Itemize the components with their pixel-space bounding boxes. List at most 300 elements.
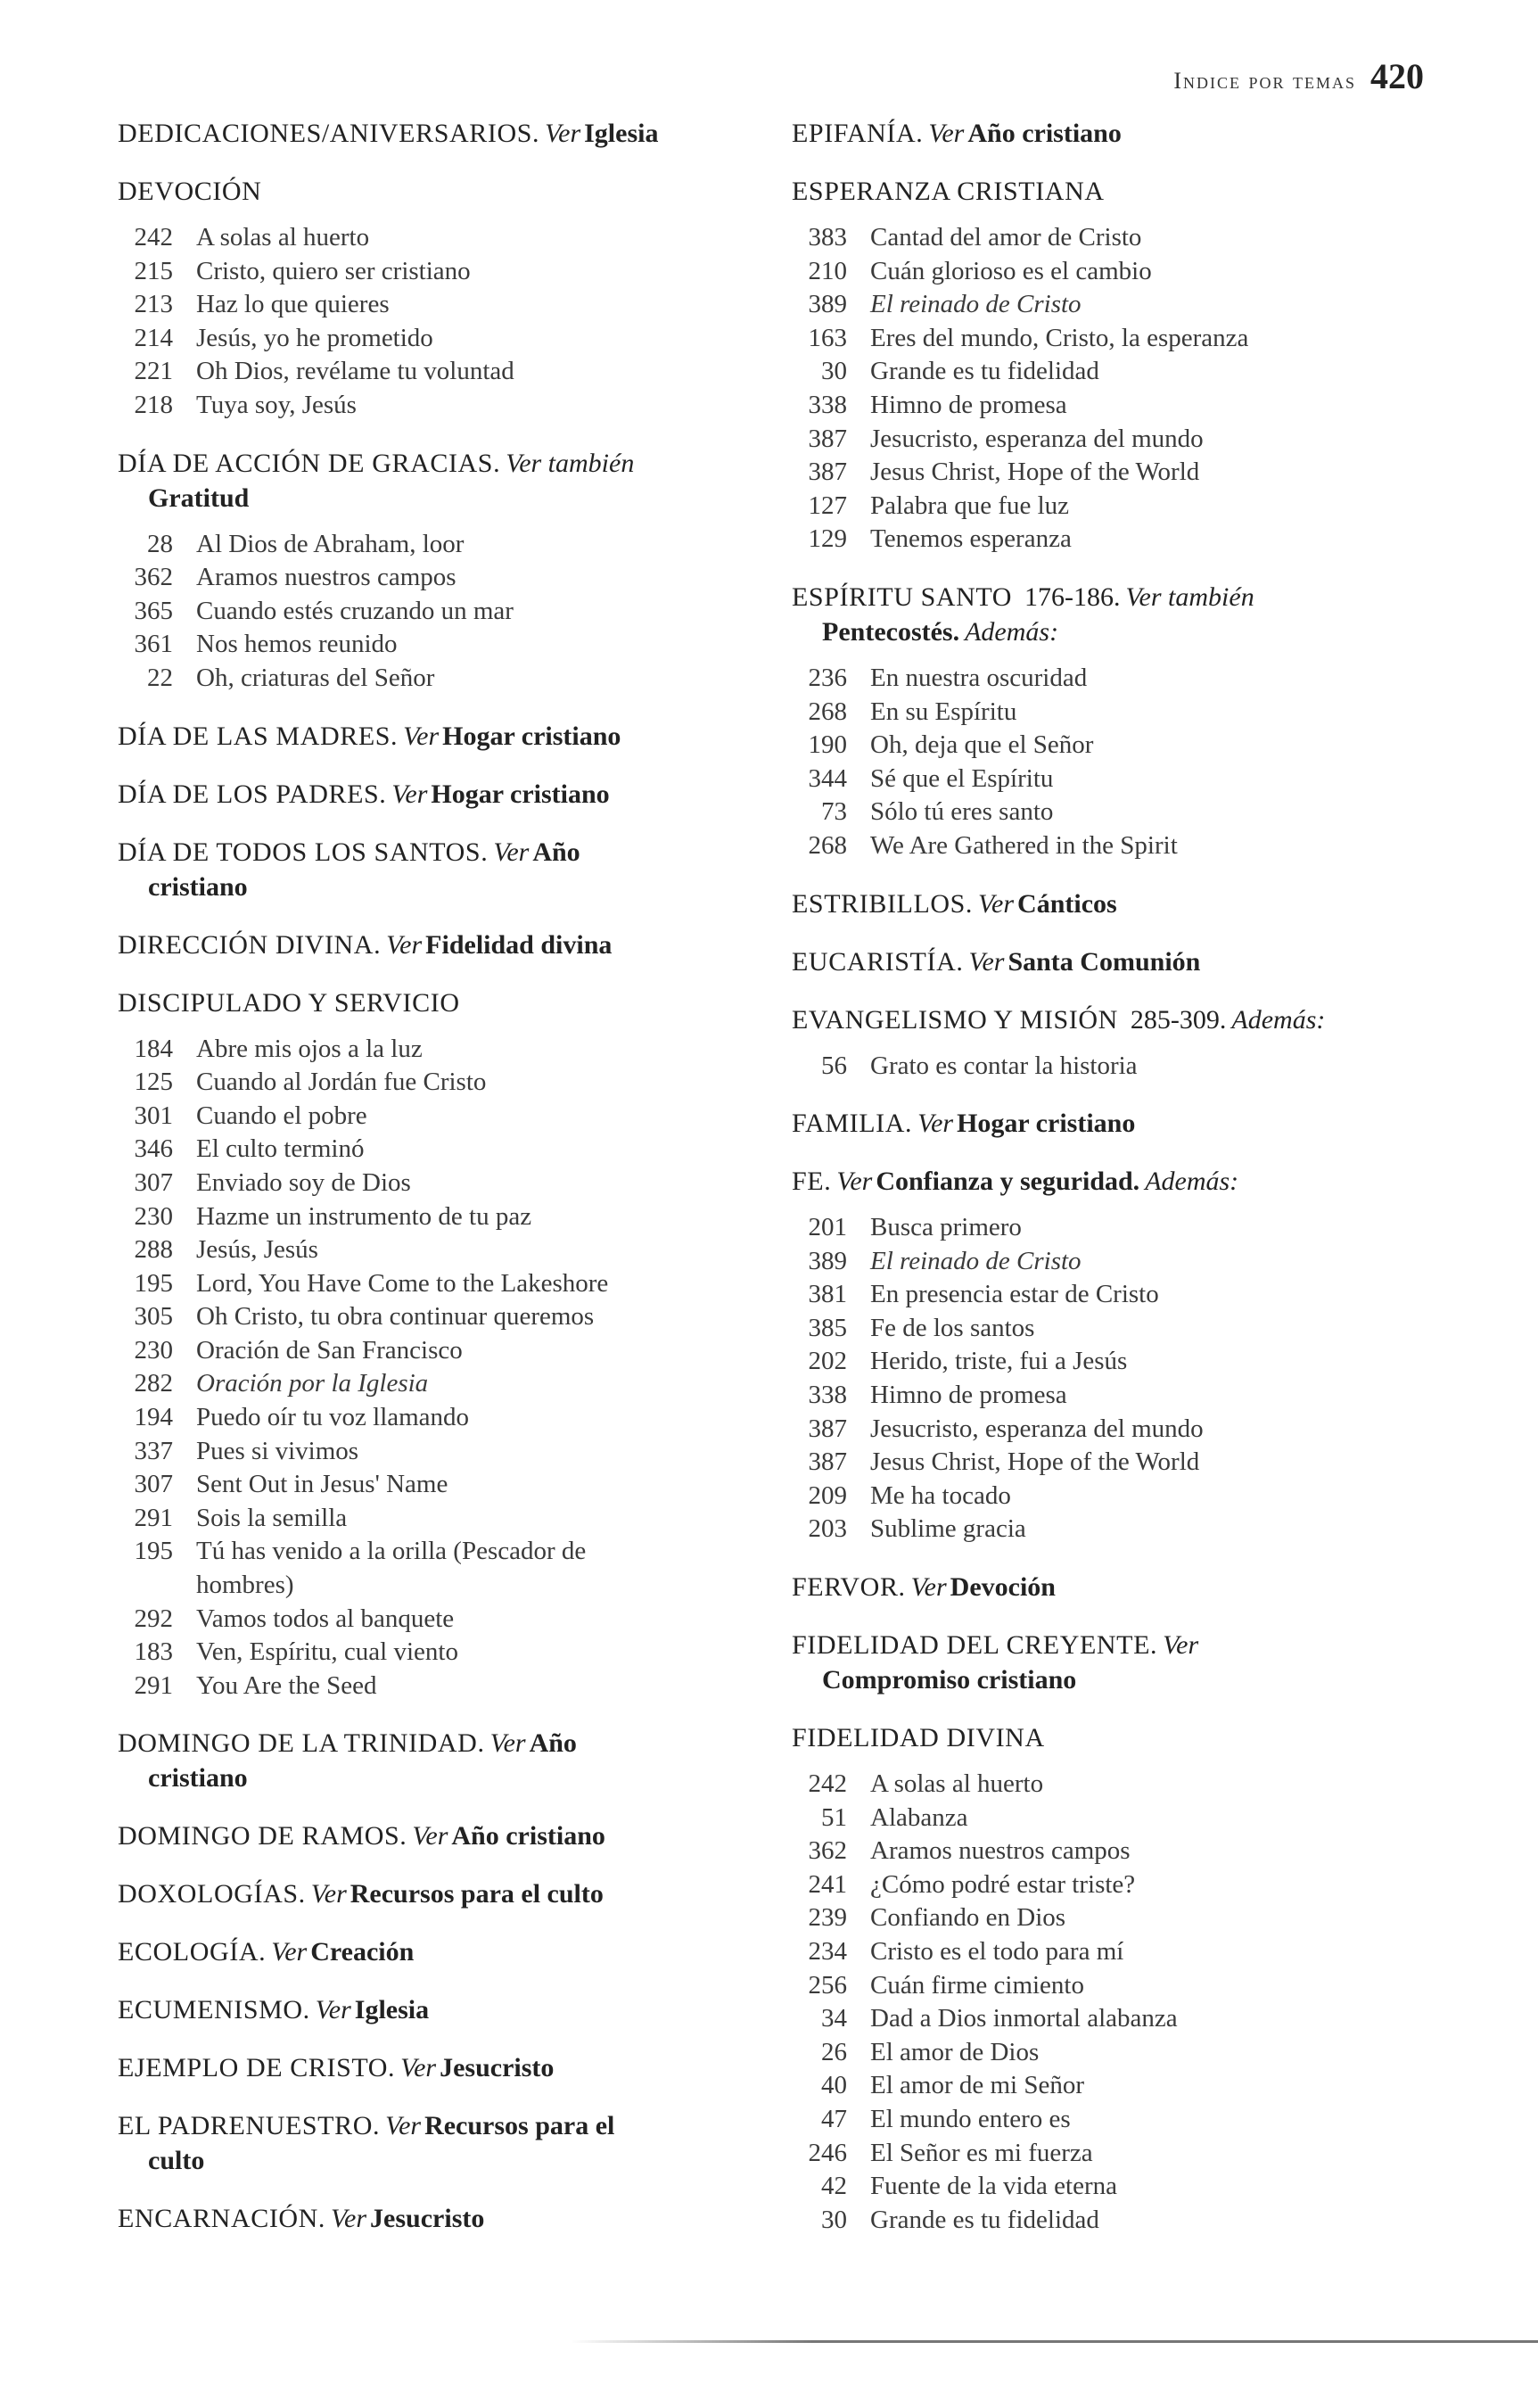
index-entry (792, 1720, 1434, 2237)
topic-title: ECUMENISMO. (118, 1995, 310, 2025)
hymn-list-item (792, 662, 1434, 696)
hymn-number: 125 (134, 1068, 173, 1097)
hymn-title: Himno de promesa (870, 1381, 1067, 1410)
hymn-list-item (118, 1334, 760, 1368)
hymn-list-item (792, 2170, 1434, 2204)
hymn-list-item (792, 1211, 1434, 1245)
hymn-list-item (792, 1446, 1434, 1480)
cross-reference-target: Gratitud (148, 482, 250, 513)
hymn-list-item (792, 1835, 1434, 1868)
hymn-number: 268 (808, 830, 847, 860)
hymn-number: 202 (808, 1347, 847, 1376)
hymn-title: Oh, deja que el Señor (870, 730, 1094, 760)
hymn-list-item (118, 1670, 760, 1703)
topic-title: DIRECCIÓN DIVINA. (118, 929, 382, 960)
hymn-list-item (118, 1100, 760, 1134)
hymn-title: Oración por la Iglesia (196, 1369, 429, 1398)
hymn-title: Oh, criaturas del Señor (196, 663, 435, 692)
hymn-list-item (792, 1969, 1434, 2003)
hymn-list-item (792, 1413, 1434, 1447)
hymn-list-item (118, 628, 760, 662)
also-reference: Además: (965, 616, 1059, 647)
hymn-title: A solas al huerto (870, 1769, 1044, 1799)
hymn-title: Pues si vivimos (196, 1436, 359, 1465)
entry-heading (118, 835, 760, 904)
hymn-list-item (118, 561, 760, 595)
hymn-list-item (792, 2204, 1434, 2238)
hymn-title: Enviado soy de Dios (196, 1167, 411, 1197)
hymn-number: 40 (821, 2071, 847, 2100)
index-entry (118, 1934, 760, 1969)
hymn-title: Cuán glorioso es el cambio (870, 256, 1152, 285)
see-reference: Ver (331, 2204, 367, 2234)
entry-heading (118, 985, 760, 1020)
hymn-number: 362 (808, 1836, 847, 1866)
hymn-list-item (118, 1636, 760, 1670)
hymn-title: En su Espíritu (870, 697, 1017, 726)
cross-reference-target: Recursos para el (424, 2111, 615, 2141)
cross-reference-target: Cánticos (1017, 888, 1117, 919)
entry-heading (792, 1164, 1434, 1199)
hymn-list-item (792, 2002, 1434, 2036)
see-reference: Ver (403, 721, 440, 751)
entry-heading (118, 2050, 760, 2085)
hymn-title: Grato es contar la historia (870, 1051, 1138, 1080)
hymn-number: 30 (821, 2205, 847, 2234)
hymn-number: 365 (134, 596, 173, 625)
hymn-list-item (118, 221, 760, 255)
hymn-number: 268 (808, 697, 847, 726)
hymn-title: Nos hemos reunido (196, 630, 398, 659)
hymn-title: Hazme un instrumento de tu paz (196, 1201, 532, 1231)
hymn-list (792, 1050, 1434, 1084)
topic-title: DISCIPULADO Y SERVICIO (118, 987, 460, 1018)
topic-title: DOMINGO DE LA TRINIDAD. (118, 1728, 485, 1759)
hymn-number: 383 (808, 223, 847, 252)
hymn-list-item (792, 1935, 1434, 1969)
hymn-title: El culto terminó (196, 1134, 365, 1164)
index-entry (792, 1002, 1434, 1084)
cross-reference-target: Recursos para el culto (350, 1879, 604, 1909)
hymn-title: El Señor es mi fuerza (870, 2138, 1093, 2167)
hymn-title: Dad a Dios inmortal alabanza (870, 2004, 1178, 2033)
index-entry (118, 174, 760, 423)
hymn-title: El mundo entero es (870, 2104, 1071, 2133)
hymn-title: Lord, You Have Come to the Lakeshore (196, 1268, 609, 1298)
hymn-number: 362 (134, 563, 173, 592)
entry-heading (792, 1570, 1434, 1604)
hymn-list-item (118, 1200, 760, 1234)
see-reference: Ver (545, 119, 581, 148)
hymn-number: 129 (808, 524, 847, 554)
cross-reference-target: Santa Comunión (1008, 946, 1201, 977)
see-reference: Ver (412, 1821, 448, 1851)
running-head-label: Indice por temas (1173, 68, 1356, 94)
hymn-number: 215 (134, 256, 173, 285)
see-reference: Ver también (506, 448, 635, 478)
hymn-number: 184 (134, 1034, 173, 1063)
index-entry (118, 985, 760, 1703)
hymn-list-item (792, 1379, 1434, 1413)
index-entry (118, 446, 760, 696)
hymn-list-item (118, 255, 760, 289)
hymn-list-item (792, 1312, 1434, 1346)
hymn-number: 190 (808, 730, 847, 760)
hymn-list-item (792, 829, 1434, 863)
hymn-title: Cantad del amor de Cristo (870, 223, 1142, 252)
index-entry (118, 1818, 760, 1853)
hymn-number: 218 (134, 390, 173, 419)
see-reference: Ver (928, 119, 965, 148)
left-index-column (118, 116, 760, 2259)
hymn-list (118, 528, 760, 696)
see-reference: Ver también (1125, 581, 1254, 612)
see-reference: Ver (400, 2053, 437, 2083)
hymn-title: Jesús, Jesús (196, 1235, 318, 1265)
hymn-title: En presencia estar de Cristo (870, 1280, 1159, 1309)
cross-reference-target: Jesucristo (440, 2053, 555, 2083)
topic-title: EVANGELISMO Y MISIÓN (792, 1004, 1118, 1035)
heading-continuation (118, 2143, 760, 2178)
hymn-list-item (118, 1300, 760, 1334)
running-head (1173, 55, 1424, 97)
also-reference: Además: (1231, 1004, 1326, 1035)
hymn-title: Ven, Espíritu, cual viento (196, 1637, 458, 1667)
index-entry (792, 174, 1434, 557)
hymn-list-item (792, 2103, 1434, 2137)
topic-title: EUCARISTÍA. (792, 946, 964, 977)
topic-title: FAMILIA. (792, 1109, 913, 1139)
hymn-title: Oh Cristo, tu obra continuar queremos (196, 1302, 595, 1332)
hymn-list-item (118, 1267, 760, 1301)
see-reference: Ver (1163, 1630, 1199, 1661)
index-entry (792, 580, 1434, 863)
hymn-title: El amor de mi Señor (870, 2071, 1085, 2100)
hymn-list-item (118, 1603, 760, 1637)
hymn-number: 195 (134, 1537, 173, 1566)
index-entry (118, 835, 760, 904)
hymn-number: 344 (808, 763, 847, 793)
hymn-title: Puedo oír tu voz llamando (196, 1403, 470, 1432)
hymn-number: 163 (808, 323, 847, 352)
entry-heading (118, 116, 760, 151)
heading-continuation (792, 1662, 1434, 1697)
hymn-list-item (118, 1569, 760, 1603)
cross-reference-target-continued: culto (148, 2146, 205, 2176)
entry-heading (792, 580, 1434, 649)
hymn-title: Tuya soy, Jesús (196, 390, 357, 419)
hymn-number: 73 (821, 797, 847, 827)
hymn-list-item (792, 1868, 1434, 1902)
hymn-title: Abre mis ojos a la luz (196, 1034, 423, 1063)
hymn-number: 47 (821, 2104, 847, 2133)
topic-title: DEDICACIONES/ANIVERSARIOS. (118, 119, 540, 148)
topic-title: FIDELIDAD DIVINA (792, 1723, 1045, 1753)
hymn-list-item (792, 322, 1434, 356)
hymn-number: 56 (821, 1051, 847, 1080)
topic-title: EPIFANÍA. (792, 119, 924, 148)
hymn-title: Cuando el pobre (196, 1101, 367, 1130)
index-entry (792, 1628, 1434, 1697)
cross-reference-target: Confianza y seguridad. (876, 1167, 1140, 1197)
hymn-number: 28 (147, 529, 173, 558)
hymn-title: Cuando estés cruzando un mar (196, 596, 514, 625)
entry-heading (118, 1934, 760, 1969)
hymn-title: Jesús, yo he prometido (196, 323, 433, 352)
heading-continuation (792, 614, 1434, 649)
hymn-list-item (792, 729, 1434, 763)
hymn-title: ¿Cómo podré estar triste? (870, 1869, 1136, 1899)
entry-heading (792, 1002, 1434, 1037)
hymn-number: 51 (821, 1802, 847, 1832)
hymn-number: 387 (808, 424, 847, 453)
hymn-number: 230 (134, 1201, 173, 1231)
hymn-list-item (792, 288, 1434, 322)
hymn-title: Haz lo que quieres (196, 290, 390, 319)
hymn-number: 30 (821, 357, 847, 386)
see-reference: Ver (910, 1572, 947, 1603)
entry-heading (792, 116, 1434, 151)
hymn-list-item (792, 456, 1434, 490)
hymn-number: 385 (808, 1313, 847, 1342)
hymn-list-item (118, 1133, 760, 1167)
hymn-number: 194 (134, 1403, 173, 1432)
hymn-number: 291 (134, 1503, 173, 1532)
see-reference: Ver (391, 779, 428, 809)
topic-title: ESPÍRITU SANTO (792, 581, 1013, 612)
hymn-list (118, 1033, 760, 1703)
entry-heading (118, 446, 760, 515)
hymn-title: Palabra que fue luz (870, 491, 1070, 520)
hymn-number: 338 (808, 1381, 847, 1410)
hymn-title: El reinado de Cristo (870, 1246, 1082, 1275)
hymn-title: Al Dios de Abraham, loor (196, 529, 465, 558)
index-entry (118, 719, 760, 754)
hymn-list-item (792, 696, 1434, 730)
topic-title: ENCARNACIÓN. (118, 2204, 326, 2234)
hymn-number: 214 (134, 323, 173, 352)
hymn-title: Grande es tu fidelidad (870, 357, 1099, 386)
hymn-number: 209 (808, 1480, 847, 1510)
cross-reference-target: Compromiso cristiano (822, 1665, 1077, 1695)
hymn-list-item (792, 1345, 1434, 1379)
hymn-number: 338 (808, 390, 847, 419)
bottom-rule (571, 2340, 1538, 2343)
hymn-list-item (792, 763, 1434, 796)
hymn-number: 242 (134, 223, 173, 252)
hymn-number: 221 (134, 357, 173, 386)
hymn-title: We Are Gathered in the Spirit (870, 830, 1178, 860)
hymn-title: Sois la semilla (196, 1503, 348, 1532)
entry-heading (792, 944, 1434, 979)
hymn-number: 42 (821, 2172, 847, 2201)
see-reference: Ver (493, 837, 530, 867)
see-reference: Ver (917, 1109, 954, 1139)
hymn-list (792, 221, 1434, 557)
entry-heading (118, 2108, 760, 2178)
index-entry (792, 944, 1434, 979)
hymn-list-item (118, 1233, 760, 1267)
hymn-title: En nuestra oscuridad (870, 663, 1088, 692)
hymn-number: 337 (134, 1436, 173, 1465)
topic-title: DOMINGO DE RAMOS. (118, 1821, 407, 1851)
hymn-list-item (118, 288, 760, 322)
hymn-title: Fe de los santos (870, 1313, 1035, 1342)
heading-continuation (118, 870, 760, 904)
cross-reference-target: Pentecostés. (822, 616, 960, 647)
hymn-number: 389 (808, 290, 847, 319)
topic-title: FIDELIDAD DEL CREYENTE. (792, 1630, 1158, 1661)
index-entry (118, 1876, 760, 1911)
hymn-title: Jesus Christ, Hope of the World (870, 458, 1200, 487)
see-reference: Ver (315, 1995, 351, 2025)
cross-reference-target: Creación (310, 1937, 415, 1967)
hymn-list-item (118, 528, 760, 562)
see-reference: Ver (968, 946, 1005, 977)
topic-title: ESPERANZA CRISTIANA (792, 177, 1105, 206)
entry-heading (118, 719, 760, 754)
see-reference: Ver (978, 888, 1015, 919)
hymn-title: Herido, triste, fui a Jesús (870, 1347, 1128, 1376)
hymn-list-item (118, 1502, 760, 1536)
index-entry (118, 2201, 760, 2236)
hymn-number: 34 (821, 2004, 847, 2033)
see-reference: Ver (489, 1728, 526, 1759)
hymn-list-item (792, 1802, 1434, 1835)
hymn-title: hombres) (196, 1571, 294, 1600)
hymn-title: Busca primero (870, 1213, 1022, 1242)
hymn-number: 346 (134, 1134, 173, 1164)
see-reference: Ver (271, 1937, 308, 1967)
topic-title: DÍA DE LAS MADRES. (118, 721, 399, 751)
see-reference: Ver (310, 1879, 347, 1909)
hymn-title: Cristo es el todo para mí (870, 1937, 1124, 1966)
index-entry (792, 887, 1434, 921)
hymn-list-item (792, 355, 1434, 389)
hymn-list-item (118, 1468, 760, 1502)
hymn-title: Cristo, quiero ser cristiano (196, 256, 471, 285)
hymn-number: 195 (134, 1268, 173, 1298)
hymn-range: 285-309. (1130, 1004, 1227, 1035)
entry-heading (792, 1628, 1434, 1697)
hymn-number: 387 (808, 1414, 847, 1443)
cross-reference-target: Hogar cristiano (442, 721, 621, 751)
hymn-title: Sé que el Espíritu (870, 763, 1054, 793)
hymn-number: 201 (808, 1213, 847, 1242)
topic-title: DÍA DE ACCIÓN DE GRACIAS. (118, 448, 501, 478)
hymn-title: El reinado de Cristo (870, 290, 1082, 319)
hymn-title: Tú has venido a la orilla (Pescador de (196, 1537, 587, 1566)
hymn-title: Jesucristo, esperanza del mundo (870, 1414, 1204, 1443)
cross-reference-target: Año cristiano (451, 1821, 605, 1851)
entry-heading (118, 1992, 760, 2027)
hymn-number: 301 (134, 1101, 173, 1130)
hymn-list-item (792, 389, 1434, 423)
hymn-range: 176-186. (1024, 581, 1121, 612)
hymn-title: Alabanza (870, 1802, 968, 1832)
hymn-number: 282 (134, 1369, 173, 1398)
hymn-list-item (792, 2069, 1434, 2103)
hymn-list-item (118, 355, 760, 389)
hymn-list-item (118, 595, 760, 629)
hymn-title: Aramos nuestros campos (870, 1836, 1131, 1866)
heading-continuation (118, 1761, 760, 1795)
hymn-number: 246 (808, 2138, 847, 2167)
index-entry (118, 777, 760, 812)
hymn-list (792, 662, 1434, 863)
topic-title: FE. (792, 1167, 832, 1197)
hymn-list (792, 1211, 1434, 1546)
hymn-title: Oh Dios, revélame tu voluntad (196, 357, 514, 386)
hymn-list-item (792, 1278, 1434, 1312)
hymn-list (118, 221, 760, 423)
hymn-title: Me ha tocado (870, 1480, 1011, 1510)
hymn-list-item (118, 1435, 760, 1469)
hymn-number: 307 (134, 1470, 173, 1499)
cross-reference-target: Jesucristo (370, 2204, 485, 2234)
index-entry (118, 1726, 760, 1795)
hymn-list-item (792, 2036, 1434, 2070)
hymn-list-item (118, 389, 760, 423)
entry-heading (118, 2201, 760, 2236)
index-entry (118, 2108, 760, 2178)
hymn-number: 291 (134, 1670, 173, 1700)
hymn-list-item (792, 490, 1434, 524)
topic-title: DÍA DE LOS PADRES. (118, 779, 387, 809)
hymn-list-item (118, 1066, 760, 1100)
hymn-number: 22 (147, 663, 173, 692)
hymn-title: Aramos nuestros campos (196, 563, 456, 592)
hymn-number: 26 (821, 2037, 847, 2066)
hymn-title: Sólo tú eres santo (870, 797, 1054, 827)
hymn-list-item (118, 1535, 760, 1569)
hymn-number: 387 (808, 1447, 847, 1477)
hymn-list-item (792, 1245, 1434, 1279)
cross-reference-target: Año (532, 837, 580, 867)
hymn-list (792, 1768, 1434, 2237)
cross-reference-target-continued: cristiano (148, 871, 248, 902)
hymn-title: Sublime gracia (870, 1514, 1026, 1544)
hymn-list-item (792, 1480, 1434, 1513)
hymn-list-item (792, 423, 1434, 457)
hymn-title: A solas al huerto (196, 223, 370, 252)
hymn-list-item (118, 1367, 760, 1401)
topic-title: DÍA DE TODOS LOS SANTOS. (118, 837, 489, 867)
hymn-list-item (792, 523, 1434, 557)
see-reference: Ver (385, 2111, 422, 2141)
hymn-number: 239 (808, 1903, 847, 1933)
hymn-list-item (792, 1901, 1434, 1935)
hymn-list-item (118, 1033, 760, 1067)
index-entry (792, 1164, 1434, 1546)
hymn-number: 305 (134, 1302, 173, 1332)
index-entry (118, 928, 760, 962)
heading-continuation (118, 481, 760, 515)
index-entry (118, 2050, 760, 2085)
hymn-number: 242 (808, 1769, 847, 1799)
topic-title: ECOLOGÍA. (118, 1937, 267, 1967)
hymn-title: Grande es tu fidelidad (870, 2205, 1099, 2234)
hymn-list-item (792, 2137, 1434, 2171)
hymn-title: Sent Out in Jesus' Name (196, 1470, 448, 1499)
hymn-number: 292 (134, 1604, 173, 1633)
hymn-number: 256 (808, 1970, 847, 2000)
index-entry (792, 1106, 1434, 1141)
cross-reference-target: Hogar cristiano (431, 779, 610, 809)
cross-reference-target: Devoción (950, 1572, 1056, 1603)
hymn-number (118, 1569, 173, 1603)
hymn-list-item (792, 255, 1434, 289)
